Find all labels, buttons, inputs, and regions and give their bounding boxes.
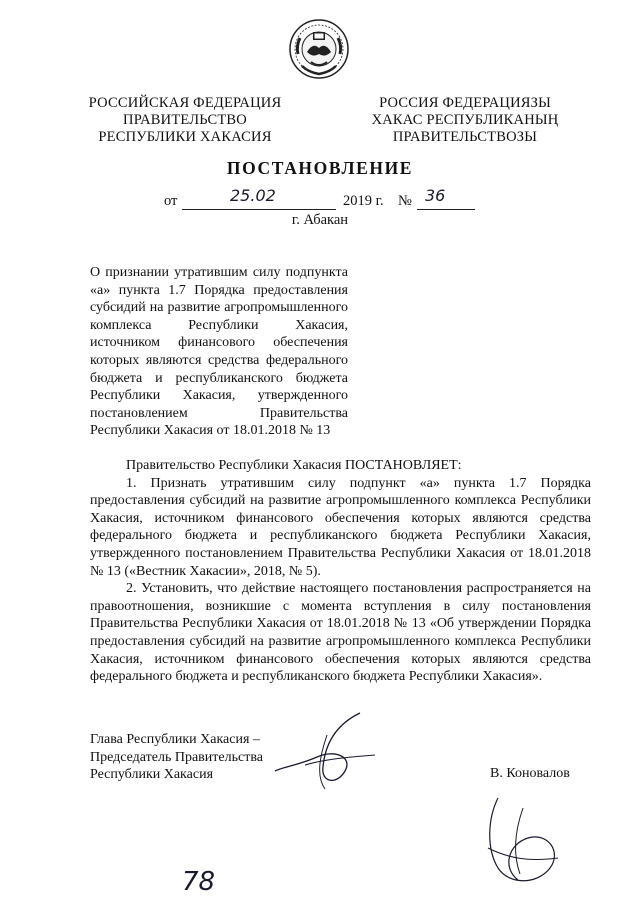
subject-text: О признании утратившим силу подпункта «а» пункта 1.7 Порядка предоставления субсидий на развитие агропромышленного комплекса Республики Хакасия, источником финансового обеспечения которых являются средства федерального бюджета и республиканского бюджета Республики Хакасия, утвержденного постановлением Правительства Республики Хакасия от 18.01.2018 № 13 bbox=[90, 265, 348, 439]
number-sign: № bbox=[398, 193, 412, 209]
body-intro: Правительство Республики Хакасия ПОСТАНОВЛЯЕТ: bbox=[126, 458, 462, 473]
header-left-line: ПРАВИТЕЛЬСТВО bbox=[123, 112, 247, 128]
document-title: ПОСТАНОВЛЕНИЕ bbox=[226, 158, 414, 178]
signer-name: В. Коновалов bbox=[490, 766, 570, 781]
handwritten-mark bbox=[468, 788, 578, 893]
header-left-line: РЕСПУБЛИКИ ХАКАСИЯ bbox=[98, 129, 272, 145]
date-handwritten: 25.02 bbox=[230, 186, 276, 205]
header-left bbox=[70, 95, 300, 146]
header-right-line: ПРАВИТЕЛЬСТВОЗЫ bbox=[392, 129, 538, 145]
document-body bbox=[90, 457, 591, 686]
page-number-handwritten bbox=[178, 860, 238, 900]
document-subject bbox=[90, 264, 348, 440]
handwritten-signature bbox=[265, 705, 385, 795]
signer-title-line: Глава Республики Хакасия – bbox=[90, 732, 260, 747]
page-mark-text: 78 bbox=[182, 867, 216, 897]
number-handwritten: 36 bbox=[425, 186, 446, 205]
coat-of-arms-icon bbox=[288, 18, 350, 80]
header-right bbox=[350, 95, 580, 146]
city: г. Абакан bbox=[291, 212, 349, 228]
header-left-line: РОССИЙСКАЯ ФЕДЕРАЦИЯ bbox=[88, 95, 282, 111]
date-prefix: от bbox=[164, 193, 178, 209]
body-paragraph-2: 2. Установить, что действие настоящего постановления распространяется на правоотношения, возникшие с момента вступления в силу постановления Правительства Республики Хакасия от 18.01.2018 № 13 «Об утверждении Порядка предоставления субсидий на развитие агропромышленного комплекса Республики Хакасия, источником финансового обеспечения которых являются средства федерального бюджета и республиканского бюджета Республики Хакасия». bbox=[90, 581, 591, 685]
header-right-line: РОССИЯ ФЕДЕРАЦИЯЗЫ bbox=[379, 95, 551, 111]
date-year: 2019 г. bbox=[343, 193, 384, 209]
signer-title-line: Председатель Правительства bbox=[90, 749, 263, 765]
body-paragraph-1: 1. Признать утратившим силу подпункт «а» пункта 1.7 Порядка предоставления субсидий на развитие агропромышленного комплекса Республики Хакасия, источником финансового обеспечения которых являются средства федерального бюджета и республиканского бюджета Республики Хакасия, утвержденного постановлением Правительства Республики Хакасия от 18.01.2018 № 13 («Вестник Хакасии», 2018, № 5). bbox=[90, 475, 591, 579]
signer-title-line: Республики Хакасия bbox=[90, 767, 214, 783]
header-right-line: ХАКАС РЕСПУБЛИКАНЫҢ bbox=[371, 112, 559, 128]
